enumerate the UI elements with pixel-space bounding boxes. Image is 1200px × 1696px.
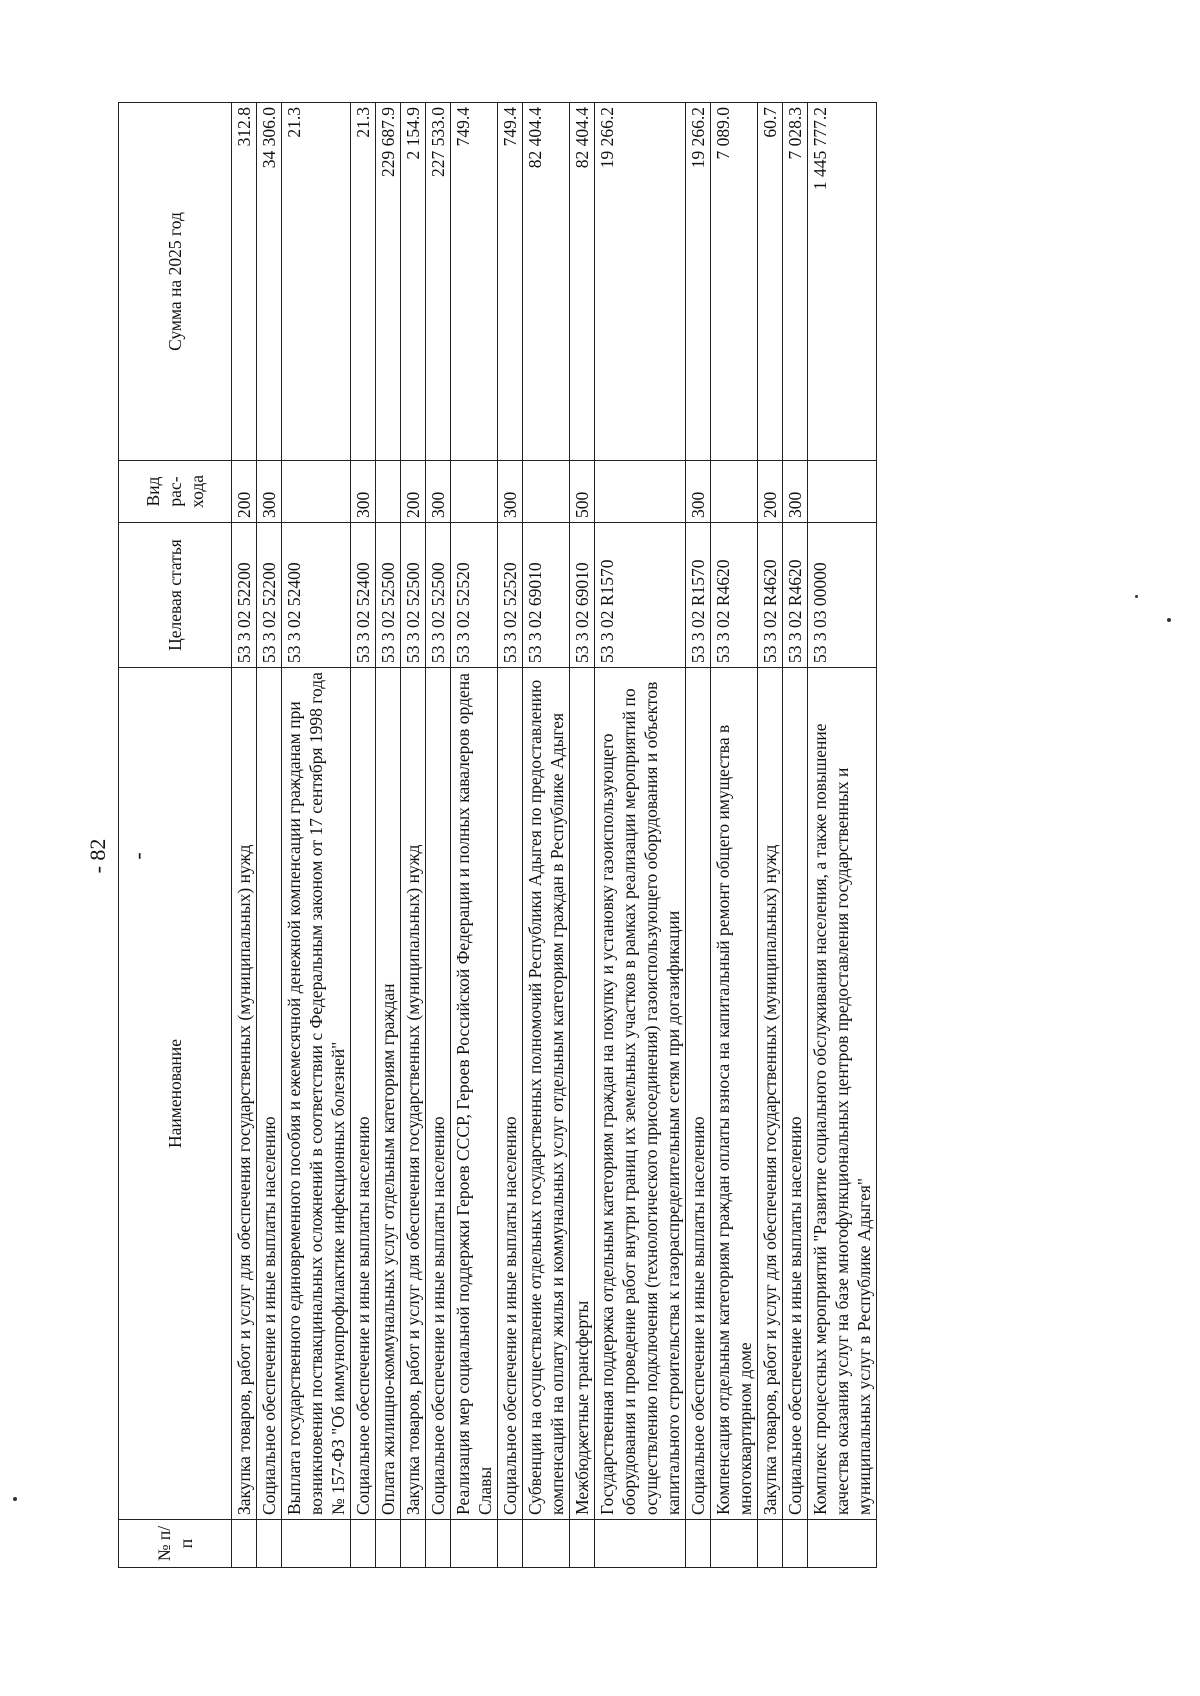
row-name: Реализация мер социальной поддержки Героев СССР, Героев Российской Федерации и полных кавалеров ордена Славы	[451, 668, 498, 1520]
row-name: Субвенции на осуществление отдельных государственных полномочий Республики Адыгея по предоставлению компенсаций на оплату жилья и коммунальных услуг отдельным категориям граждан в Республике Адыгея	[523, 668, 570, 1520]
row-expense-kind: 300	[498, 461, 523, 523]
header-sum: Сумма на 2025 год	[119, 103, 232, 461]
table-row	[498, 103, 523, 1568]
row-num	[758, 1520, 783, 1568]
row-name: Выплата государственного единовременного пособия и ежемесячной денежной компенсации гражданам при возникновении поствакцинальных осложнений в соответствии с Федеральным законом от 17 сентября 1998 года № 157-ФЗ "Об иммунопрофилактике инфекционных болезней"	[282, 668, 351, 1520]
table-row	[232, 103, 257, 1568]
header-name: Наименование	[119, 668, 232, 1520]
row-target-code: 53 3 02 69010	[570, 523, 595, 668]
table-row	[808, 103, 877, 1568]
row-sum: 21.3	[282, 103, 351, 461]
row-num	[711, 1520, 758, 1568]
row-expense-kind: 200	[758, 461, 783, 523]
row-target-code: 53 3 02 69010	[523, 523, 570, 668]
row-sum: 7 089.0	[711, 103, 758, 461]
row-expense-kind: 200	[232, 461, 257, 523]
row-name: Закупка товаров, работ и услуг для обеспечения государственных (муниципальных) нужд	[401, 668, 426, 1520]
row-name: Комплекс процессных мероприятий "Развитие социального обслуживания населения, а также повышение качества оказания услуг на базе многофункциональных центров предоставления государственных и муниципальных услуг в Республике Адыгея"	[808, 668, 877, 1520]
row-num	[426, 1520, 451, 1568]
row-sum: 21.3	[351, 103, 376, 461]
rotated-table-container	[118, 103, 1086, 1568]
row-sum: 82 404.4	[523, 103, 570, 461]
table-row	[570, 103, 595, 1568]
table-row	[451, 103, 498, 1568]
row-name: Социальное обеспечение и иные выплаты населению	[686, 668, 711, 1520]
table-row	[351, 103, 376, 1568]
row-name: Социальное обеспечение и иные выплаты населению	[257, 668, 282, 1520]
row-name: Социальное обеспечение и иные выплаты населению	[351, 668, 376, 1520]
row-expense-kind: 200	[401, 461, 426, 523]
row-num	[351, 1520, 376, 1568]
table-row	[401, 103, 426, 1568]
row-target-code: 53 3 02 52520	[451, 523, 498, 668]
row-name: Межбюджетные трансферты	[570, 668, 595, 1520]
table-row	[523, 103, 570, 1568]
row-name: Социальное обеспечение и иные выплаты населению	[783, 668, 808, 1520]
row-num	[376, 1520, 401, 1568]
row-name: Государственная поддержка отдельным категориям граждан на покупку и установку газоиспользующего оборудования и проведение работ внутри границ их земельных участков в рамках реализации мероприятий по осуществлению подключения (технологического присоединения) газоиспользующего оборудования и объектов капитального строительства к газораспределительным сетям при догазификации	[595, 668, 686, 1520]
row-expense-kind	[376, 461, 401, 523]
row-sum: 229 687.9	[376, 103, 401, 461]
table-row	[376, 103, 401, 1568]
table-row	[686, 103, 711, 1568]
row-target-code: 53 3 02 52400	[282, 523, 351, 668]
row-expense-kind	[808, 461, 877, 523]
scan-speck	[13, 1497, 17, 1501]
table-row	[595, 103, 686, 1568]
row-num	[451, 1520, 498, 1568]
row-target-code: 53 3 02 52200	[232, 523, 257, 668]
row-name: Социальное обеспечение и иные выплаты населению	[498, 668, 523, 1520]
row-num	[282, 1520, 351, 1568]
table-row	[282, 103, 351, 1568]
row-sum: 749.4	[498, 103, 523, 461]
header-num: № п/п	[119, 1520, 232, 1568]
row-target-code: 53 3 03 00000	[808, 523, 877, 668]
row-name: Закупка товаров, работ и услуг для обеспечения государственных (муниципальных) нужд	[232, 668, 257, 1520]
header-kind: Вид рас-хода	[119, 461, 232, 523]
row-num	[595, 1520, 686, 1568]
scan-speck	[1135, 595, 1138, 598]
row-sum: 312.8	[232, 103, 257, 461]
row-expense-kind: 500	[570, 461, 595, 523]
row-name: Оплата жилищно-коммунальных услуг отдельным категориям граждан	[376, 668, 401, 1520]
row-sum: 19 266.2	[595, 103, 686, 461]
scan-speck	[1167, 618, 1171, 622]
row-target-code: 53 3 02 52500	[426, 523, 451, 668]
row-target-code: 53 3 02 R4620	[711, 523, 758, 668]
row-expense-kind	[451, 461, 498, 523]
table-header-row	[119, 103, 232, 1568]
budget-table	[118, 102, 877, 1568]
row-target-code: 53 3 02 R1570	[595, 523, 686, 668]
table-row	[426, 103, 451, 1568]
row-num	[570, 1520, 595, 1568]
row-num	[686, 1520, 711, 1568]
row-expense-kind	[523, 461, 570, 523]
table-row	[257, 103, 282, 1568]
row-target-code: 53 3 02 52520	[498, 523, 523, 668]
row-target-code: 53 3 02 R1570	[686, 523, 711, 668]
row-expense-kind: 300	[686, 461, 711, 523]
row-sum: 7 028.3	[783, 103, 808, 461]
row-num	[401, 1520, 426, 1568]
row-sum: 227 533.0	[426, 103, 451, 461]
page-number: - 82 -	[85, 838, 150, 874]
row-expense-kind: 300	[426, 461, 451, 523]
row-num	[232, 1520, 257, 1568]
row-expense-kind	[711, 461, 758, 523]
row-num	[783, 1520, 808, 1568]
row-expense-kind	[282, 461, 351, 523]
row-name: Социальное обеспечение и иные выплаты населению	[426, 668, 451, 1520]
header-target: Целевая статья	[119, 523, 232, 668]
row-target-code: 53 3 02 R4620	[758, 523, 783, 668]
row-expense-kind	[595, 461, 686, 523]
row-sum: 19 266.2	[686, 103, 711, 461]
row-target-code: 53 3 02 52400	[351, 523, 376, 668]
row-sum: 34 306.0	[257, 103, 282, 461]
row-expense-kind: 300	[257, 461, 282, 523]
table-row	[711, 103, 758, 1568]
row-target-code: 53 3 02 52500	[401, 523, 426, 668]
row-sum: 60.7	[758, 103, 783, 461]
row-num	[523, 1520, 570, 1568]
row-target-code: 53 3 02 52500	[376, 523, 401, 668]
row-target-code: 53 3 02 52200	[257, 523, 282, 668]
row-name: Компенсация отдельным категориям граждан оплаты взноса на капитальный ремонт общего имущества в многоквартирном доме	[711, 668, 758, 1520]
table-row	[783, 103, 808, 1568]
row-sum: 2 154.9	[401, 103, 426, 461]
row-expense-kind: 300	[783, 461, 808, 523]
row-num	[257, 1520, 282, 1568]
row-num	[498, 1520, 523, 1568]
row-sum: 749.4	[451, 103, 498, 461]
row-expense-kind: 300	[351, 461, 376, 523]
row-sum: 1 445 777.2	[808, 103, 877, 461]
row-num	[808, 1520, 877, 1568]
table-row	[758, 103, 783, 1568]
row-target-code: 53 3 02 R4620	[783, 523, 808, 668]
row-sum: 82 404.4	[570, 103, 595, 461]
row-name: Закупка товаров, работ и услуг для обеспечения государственных (муниципальных) нужд	[758, 668, 783, 1520]
